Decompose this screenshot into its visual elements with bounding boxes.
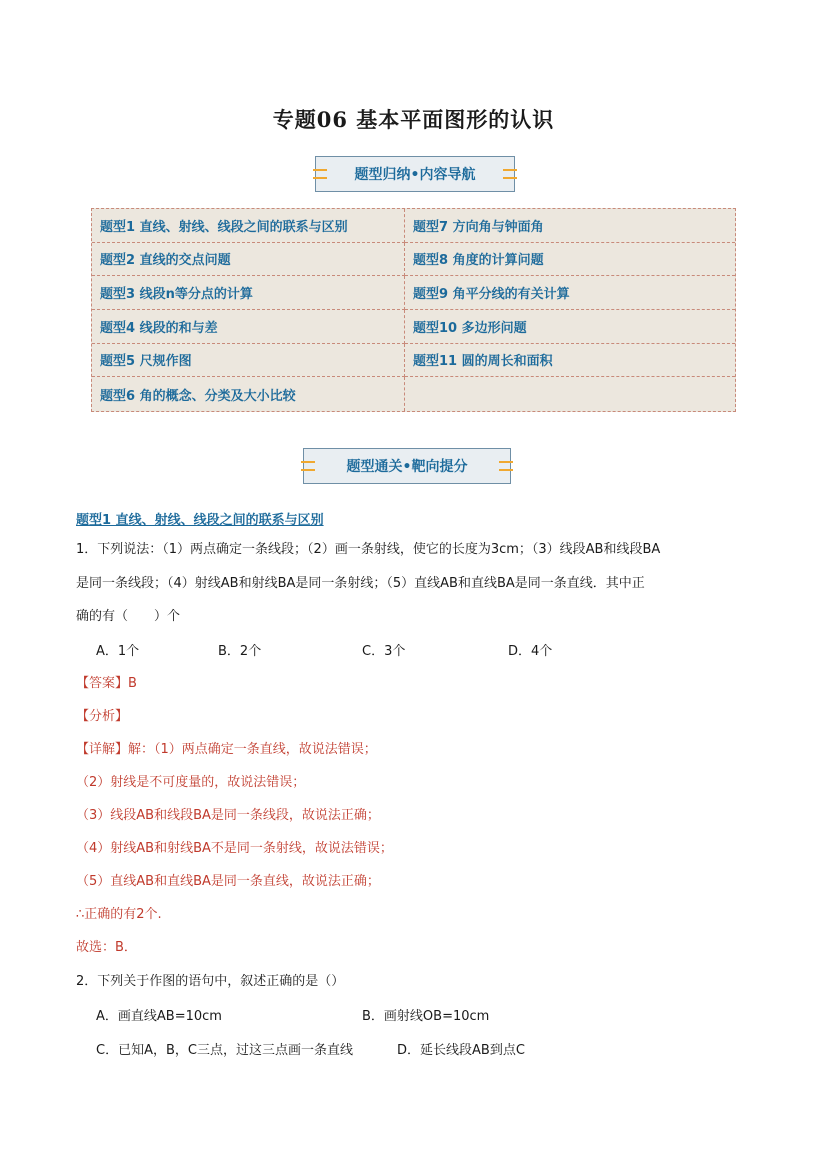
banner-decoration-icon — [499, 461, 513, 471]
q1-answer: 【答案】B — [76, 676, 137, 691]
toc-item[interactable]: 题型8 角度的计算问题 — [405, 243, 735, 277]
toc-item[interactable]: 题型10 多边形问题 — [405, 310, 735, 344]
section-heading[interactable]: 题型1 直线、射线、线段之间的联系与区别 — [76, 513, 324, 528]
table-of-contents — [91, 208, 736, 412]
banner-decoration-icon — [313, 169, 327, 179]
toc-item[interactable]: 题型3 线段n等分点的计算 — [92, 276, 405, 310]
q2-option-a: A．画直线AB=10cm — [96, 1009, 222, 1024]
q1-stem-line1: 1．下列说法：（1）两点确定一条线段；（2）画一条射线，使它的长度为3cm；（3）线段AB和线段BA — [76, 542, 661, 557]
q1-detail-7: 故选：B． — [76, 940, 137, 955]
q2-option-b: B．画射线OB=10cm — [362, 1009, 490, 1024]
q1-detail-6: ∴正确的有2个. — [76, 907, 162, 922]
toc-item[interactable]: 题型11 圆的周长和面积 — [405, 344, 735, 378]
toc-item[interactable]: 题型6 角的概念、分类及大小比较 — [92, 377, 405, 411]
practice-banner — [303, 448, 511, 484]
q1-detail-3: （3）线段AB和线段BA是同一条线段，故说法正确； — [76, 808, 380, 823]
q1-analysis: 【分析】 — [76, 709, 129, 724]
banner-decoration-icon — [503, 169, 517, 179]
q1-option-a: A．1个 — [96, 644, 140, 659]
q2-option-c: C．已知A，B，C三点，过这三点画一条直线 — [96, 1043, 353, 1058]
practice-banner-label: 题型通关•靶向提分 — [346, 459, 468, 475]
q1-detail-5: （5）直线AB和直线BA是同一条直线，故说法正确； — [76, 874, 380, 889]
page-title: 专题06 基本平面图形的认识 — [272, 107, 555, 132]
toc-item[interactable]: 题型9 角平分线的有关计算 — [405, 276, 735, 310]
q1-stem-line3: 确的有（ ）个 — [76, 609, 181, 624]
toc-item[interactable]: 题型2 直线的交点问题 — [92, 243, 405, 277]
toc-item[interactable]: 题型4 线段的和与差 — [92, 310, 405, 344]
q1-option-d: D．4个 — [508, 644, 553, 659]
q1-stem-line2: 是同一条线段；（4）射线AB和射线BA是同一条射线；（5）直线AB和直线BA是同一条直线．其中正 — [76, 576, 645, 591]
q1-option-b: B．2个 — [218, 644, 262, 659]
nav-banner-label: 题型归纳•内容导航 — [354, 167, 476, 183]
banner-decoration-icon — [301, 461, 315, 471]
q2-option-d: D．延长线段AB到点C — [397, 1043, 525, 1058]
q1-option-c: C．3个 — [362, 644, 406, 659]
nav-banner — [315, 156, 515, 192]
toc-item-empty — [405, 377, 735, 411]
q1-detail-2: （2）射线是不可度量的，故说法错误； — [76, 775, 306, 790]
toc-item[interactable]: 题型5 尺规作图 — [92, 344, 405, 378]
toc-item[interactable]: 题型1 直线、射线、线段之间的联系与区别 — [92, 209, 405, 243]
q1-detail-4: （4）射线AB和射线BA不是同一条射线，故说法错误； — [76, 841, 393, 856]
toc-item[interactable]: 题型7 方向角与钟面角 — [405, 209, 735, 243]
q2-stem: 2．下列关于作图的语句中，叙述正确的是（） — [76, 974, 345, 989]
q1-detail-1: 【详解】解：（1）两点确定一条直线，故说法错误； — [76, 742, 377, 757]
